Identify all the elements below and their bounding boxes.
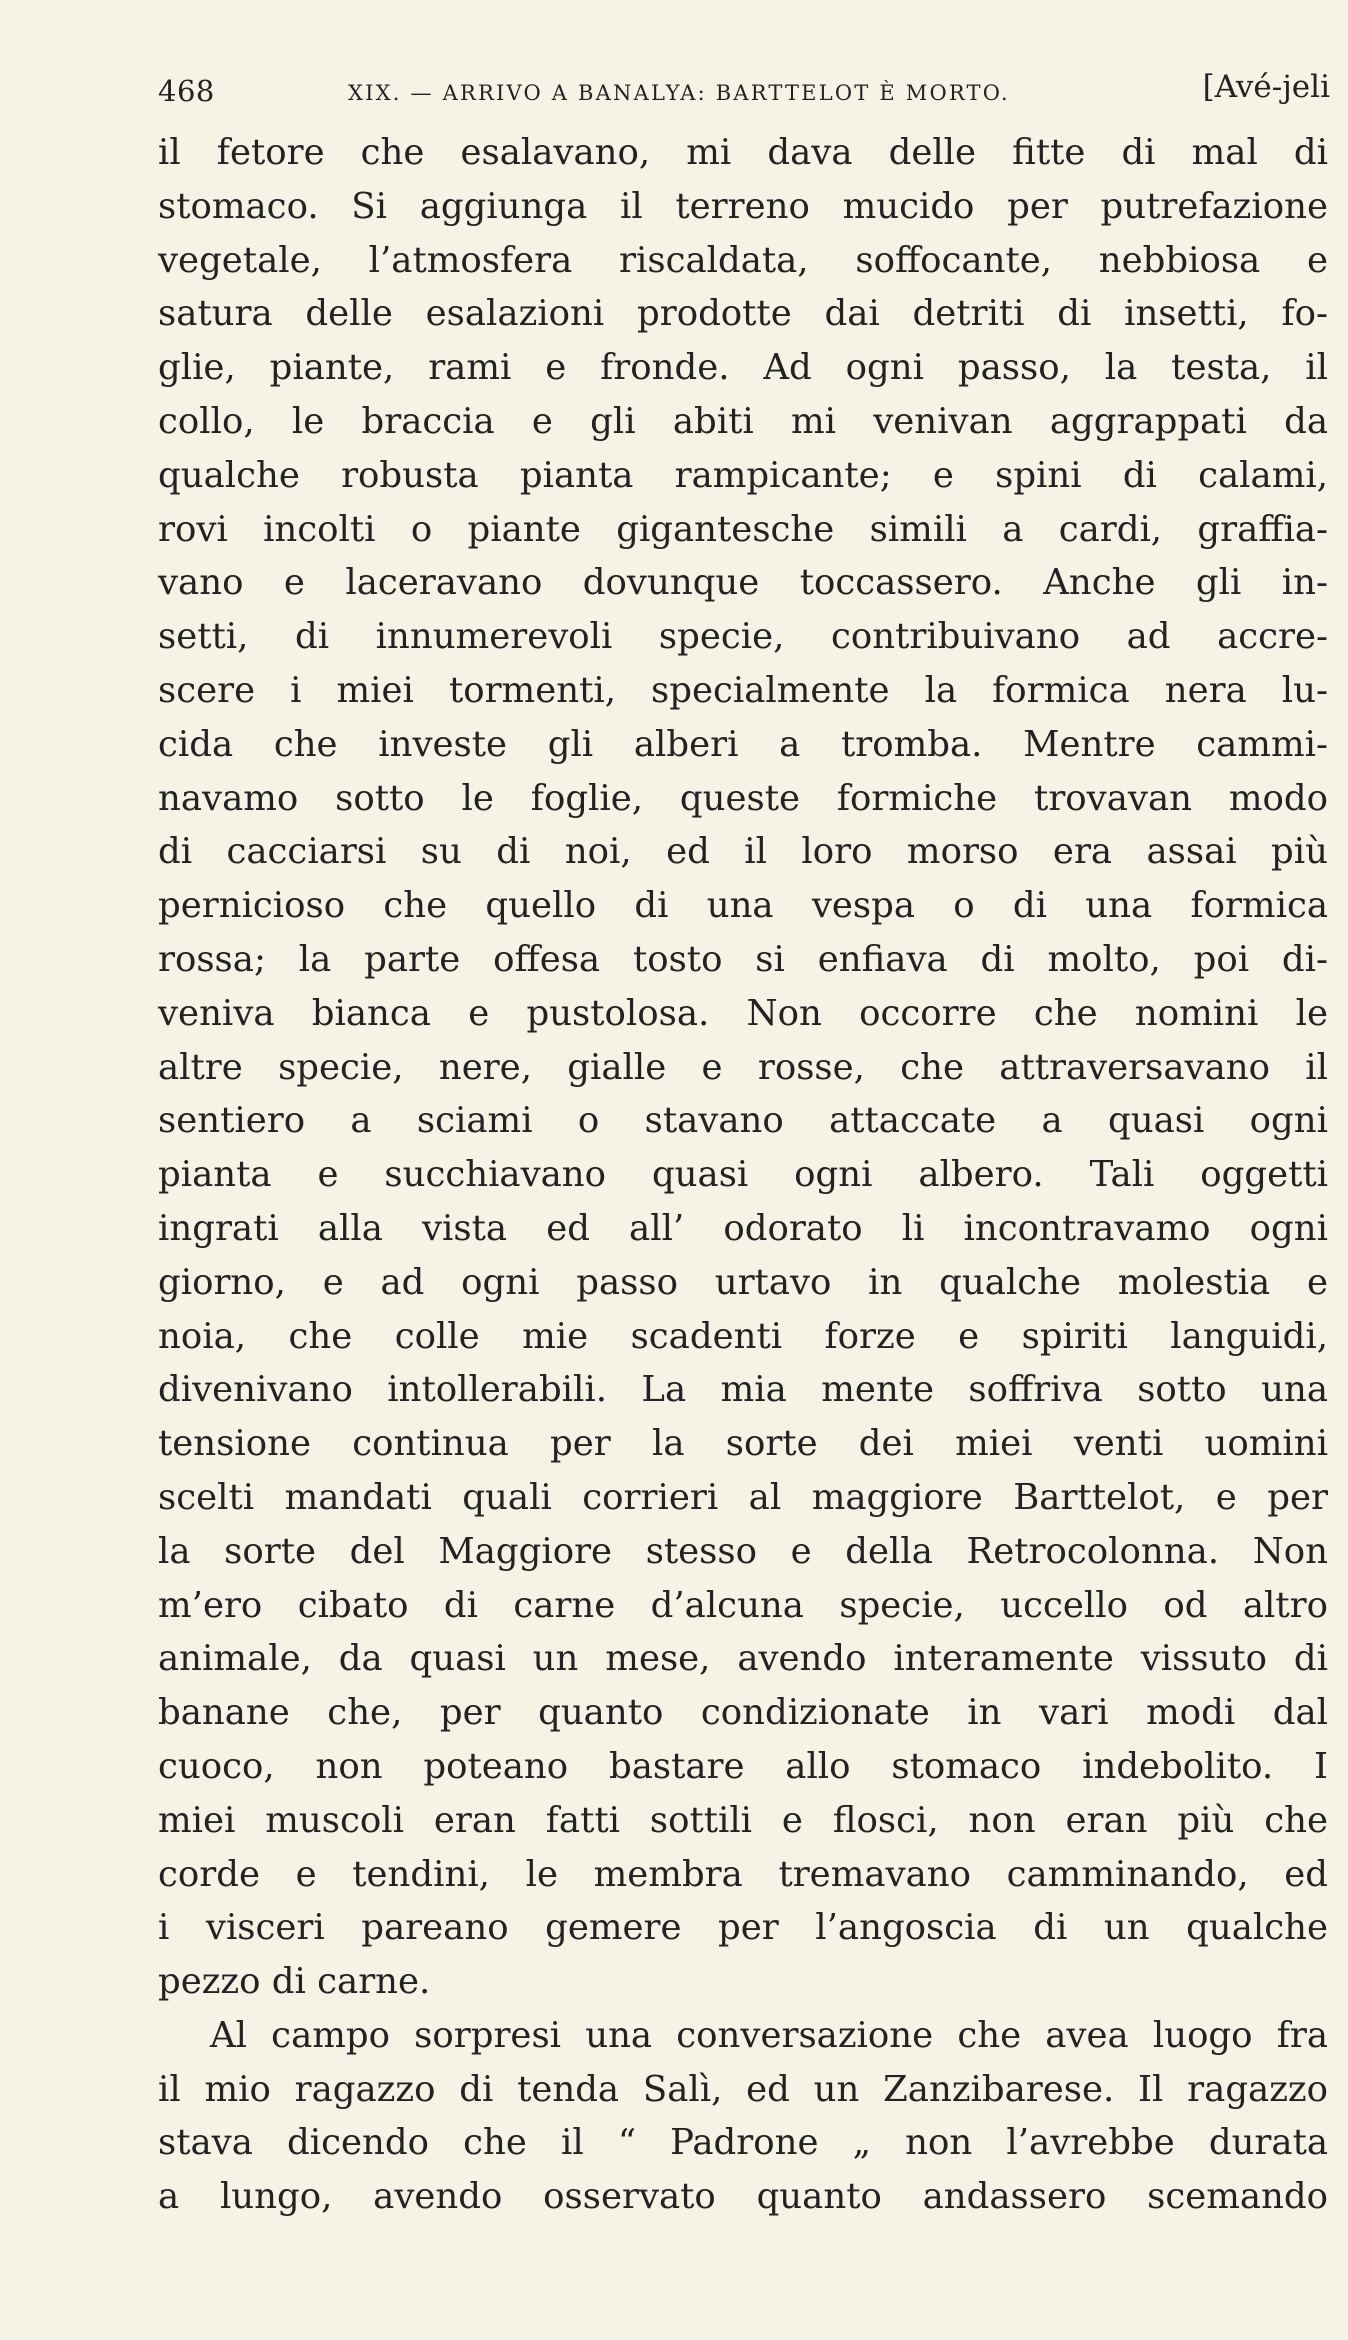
text-line: a lungo, avendo osservato quanto andassero scemando — [158, 2176, 1328, 2218]
text-line: tensione continua per la sorte dei miei venti uomini — [158, 1423, 1328, 1465]
text-line: pianta e succhiavano quasi ogni albero. Tali oggetti — [158, 1154, 1328, 1196]
text-line: miei muscoli eran fatti sottili e flosci, non eran più che — [158, 1799, 1328, 1841]
body-text — [158, 126, 1328, 2224]
text-line: navamo sotto le foglie, queste formiche trovavan modo — [158, 777, 1328, 819]
text-line: corde e tendini, le membra tremavano camminando, ed — [158, 1853, 1328, 1895]
text-line: scere i miei tormenti, specialmente la formica nera lu- — [158, 669, 1328, 711]
section-tag: [Avé-jeli — [1202, 69, 1330, 105]
text-line: noia, che colle mie scadenti forze e spiriti languidi, — [158, 1315, 1328, 1357]
text-line: la sorte del Maggiore stesso e della Retrocolonna. Non — [158, 1530, 1328, 1572]
text-line: animale, da quasi un mese, avendo interamente vissuto di — [158, 1638, 1328, 1680]
text-line: divenivano intollerabili. La mia mente soffriva sotto una — [158, 1369, 1328, 1411]
text-line: pernicioso che quello di una vespa o di una formica — [158, 885, 1328, 927]
text-line: scelti mandati quali corrieri al maggiore Barttelot, e per — [158, 1476, 1328, 1518]
text-line: rovi incolti o piante gigantesche simili a cardi, graffia- — [158, 508, 1328, 550]
text-line: di cacciarsi su di noi, ed il loro morso era assai più — [158, 831, 1328, 873]
text-line: altre specie, nere, gialle e rosse, che attraversavano il — [158, 1046, 1328, 1088]
text-line: satura delle esalazioni prodotte dai detriti di insetti, fo- — [158, 293, 1328, 335]
text-line: giorno, e ad ogni passo urtavo in qualche molestia e — [158, 1261, 1328, 1303]
text-line: m’ero cibato di carne d’alcuna specie, uccello od altro — [158, 1584, 1328, 1626]
page-header — [158, 64, 1330, 124]
text-line: rossa; la parte offesa tosto si enfiava di molto, poi di- — [158, 938, 1328, 980]
text-line: veniva bianca e pustolosa. Non occorre che nomini le — [158, 992, 1328, 1034]
paragraph-start-line: Al campo sorpresi una conversazione che avea luogo fra — [210, 2014, 1328, 2056]
running-head: XIX. — ARRIVO A BANALYA: BARTTELOT È MORTO. — [348, 81, 1010, 105]
text-line: ingrati alla vista ed all’ odorato li incontravamo ogni — [158, 1207, 1328, 1249]
page-number: 468 — [158, 74, 215, 108]
text-line: i visceri pareano gemere per l’angoscia di un qualche — [158, 1907, 1328, 1949]
text-line: stava dicendo che il “ Padrone „ non l’avrebbe durata — [158, 2122, 1328, 2164]
text-line: sentiero a sciami o stavano attaccate a quasi ogni — [158, 1100, 1328, 1142]
text-line: cuoco, non poteano bastare allo stomaco indebolito. I — [158, 1745, 1328, 1787]
paragraph-end-line: pezzo di carne. — [158, 1961, 431, 2003]
text-line: qualche robusta pianta rampicante; e spini di calami, — [158, 454, 1328, 496]
text-line: setti, di innumerevoli specie, contribuivano ad accre- — [158, 616, 1328, 658]
text-line: il fetore che esalavano, mi dava delle fitte di mal di — [158, 132, 1328, 173]
text-line: cida che investe gli alberi a tromba. Mentre cammi- — [158, 723, 1328, 765]
text-line: stomaco. Si aggiunga il terreno mucido per putrefazione — [158, 185, 1328, 227]
text-line: collo, le braccia e gli abiti mi venivan aggrappati da — [158, 400, 1328, 442]
text-line: vano e laceravano dovunque toccassero. Anche gli in- — [158, 562, 1328, 604]
text-line: glie, piante, rami e fronde. Ad ogni passo, la testa, il — [158, 347, 1328, 389]
text-line: il mio ragazzo di tenda Salì, ed un Zanzibarese. Il ragazzo — [158, 2068, 1328, 2110]
text-line: banane che, per quanto condizionate in vari modi dal — [158, 1692, 1328, 1734]
text-line: vegetale, l’atmosfera riscaldata, soffocante, nebbiosa e — [158, 239, 1328, 281]
